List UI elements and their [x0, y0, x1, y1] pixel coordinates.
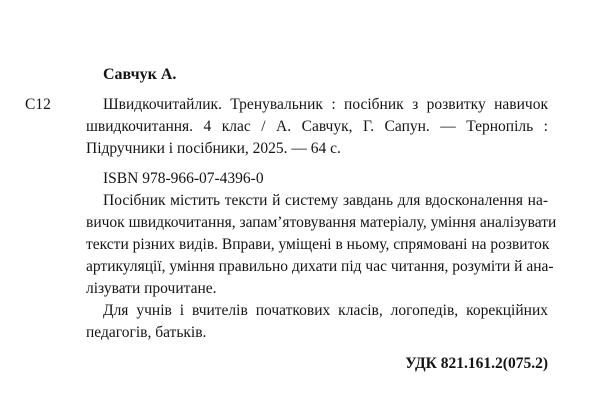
title-line-2: швидкочитання. 4 клас / А. Савчук, Г. Сапун. — Тернопіль : — [86, 118, 548, 135]
annotation-line-1: Посібник містить тексти й систему завдань для вдосконалення на- — [103, 192, 548, 209]
title-line-3: Підручники і посібники, 2025. — 64 с. — [86, 140, 341, 157]
udc-code: УДК 821.161.2(075.2) — [405, 355, 548, 372]
author-name: Савчук А. — [103, 66, 177, 83]
annotation-line-2: вичок швидкочитання, запам’ятовування матеріалу, уміння аналізувати — [86, 214, 557, 231]
annotation-line-4: артикуляції, уміння правильно дихати під час читання, розуміти й ана- — [86, 258, 554, 275]
title-line-1: Швидкочитайлик. Тренувальник : посібник з розвитку навичок — [103, 96, 548, 113]
isbn: ISBN 978-966-07-4396-0 — [103, 170, 264, 187]
annotation-line-3: тексти різних видів. Вправи, уміщені в ньому, спрямовані на розвиток — [86, 236, 550, 253]
audience-line-1: Для учнів і вчителів початкових класів, логопедів, корекційних — [103, 302, 548, 319]
audience-line-2: педагогів, батьків. — [86, 324, 207, 341]
annotation-line-5: лізувати прочитане. — [86, 280, 217, 297]
classification-code: С12 — [25, 96, 51, 113]
